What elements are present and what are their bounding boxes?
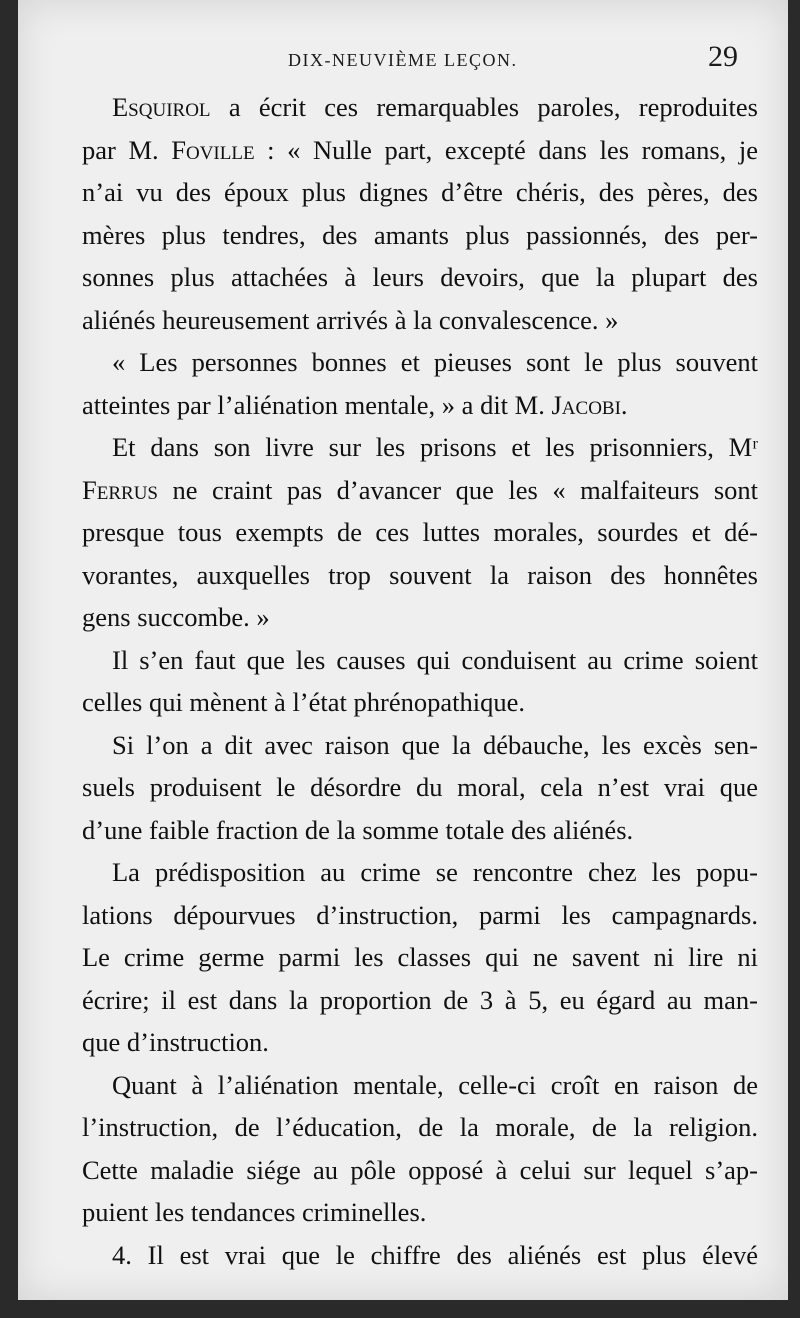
text-line [82,1021,758,1064]
text-line [82,1234,758,1277]
text-segment: Et dans son livre sur les prisons et les prisonniers, Mʳ [112,432,758,462]
author-name: Jacobi [551,389,621,420]
text-line [82,681,758,724]
text-line [82,894,758,937]
text-segment: écrire; il est dans la proportion de 3 à 5, eu égard au man- [82,984,758,1015]
text-segment: Le crime germe parmi les classes qui ne savent ni lire ni [82,942,758,972]
text-line [82,639,758,682]
text-segment: puient les tendances criminelles. [82,1197,427,1227]
text-line [82,1191,758,1234]
text-segment: presque tous exempts de ces luttes morales, sourdes et dé- [82,517,758,547]
book-page [18,0,788,1300]
text-line [82,979,758,1022]
text-segment: sonnes plus attachées à leurs devoirs, que la plupart des [82,262,758,292]
text-line [82,766,758,809]
text-segment: par M. [82,134,172,165]
text-segment: gens succombe. » [82,602,270,632]
text-segment: : « Nulle part, excepté dans les romans, je [254,134,758,165]
text-line [82,596,758,639]
author-name: Foville [171,134,255,165]
text-line [82,86,758,129]
text-line [82,341,758,384]
running-header [18,40,788,80]
text-segment: Quant à l’aliénation mentale, celle-ci croît en raison de [112,1069,758,1100]
text-segment: lations dépourvues d’instruction, parmi les campagnards. [82,899,758,930]
text-segment: celles qui mènent à l’état phrénopathique. [82,687,525,717]
text-segment: Si l’on a dit avec raison que la débauche, les excès sen- [112,729,758,760]
text-segment: Cette maladie siége au pôle opposé à celui sur lequel s’ap- [82,1154,758,1185]
text-segment: l’instruction, de l’éducation, de la morale, de la religion. [82,1112,758,1142]
text-segment: ne craint pas d’avancer que les « malfaiteurs sont [157,474,758,505]
text-line [82,299,758,342]
text-segment: « Les personnes bonnes et pieuses sont le plus souvent [112,347,758,377]
text-segment: suels produisent le désordre du moral, cela n’est vrai que [82,772,758,802]
text-line [82,256,758,299]
page-number: 29 [708,40,738,73]
text-line [82,554,758,597]
text-line [82,724,758,767]
body-text [82,86,758,1276]
text-segment: n’ai vu des époux plus dignes d’être chéris, des pères, des [82,177,758,207]
text-line [82,1149,758,1192]
text-line [82,809,758,852]
text-segment: a écrit ces remarquables paroles, reproduites [210,92,758,122]
text-segment: 4. Il est vrai que le chiffre des aliénés est plus élevé [112,1239,758,1270]
text-segment: vorantes, auxquelles trop souvent la raison des honnêtes [82,559,758,590]
text-line [82,214,758,257]
text-line [82,171,758,214]
text-segment: Il s’en faut que les causes qui conduisent au crime soient [112,644,758,675]
text-line [82,851,758,894]
text-segment: d’une faible fraction de la somme totale des aliénés. [82,814,634,845]
text-line [82,426,758,469]
text-segment: La prédisposition au crime se rencontre chez les popu- [112,857,758,887]
text-line [82,511,758,554]
text-segment: aliénés heureusement arrivés à la convalescence. » [82,304,619,335]
text-line [82,1106,758,1149]
text-line [82,1064,758,1107]
text-segment: atteintes par l’aliénation mentale, » a dit M. [82,389,552,420]
text-line [82,469,758,512]
text-segment: que d’instruction. [82,1027,269,1057]
author-name: Ferrus [82,474,158,505]
running-title: DIX-NEUVIÈME LEÇON. [288,50,518,70]
text-line [82,129,758,172]
text-line [82,936,758,979]
author-name: Esquirol [112,92,211,122]
text-segment: mères plus tendres, des amants plus passionnés, des per- [82,219,758,250]
text-line [82,384,758,427]
text-segment: . [620,389,628,420]
